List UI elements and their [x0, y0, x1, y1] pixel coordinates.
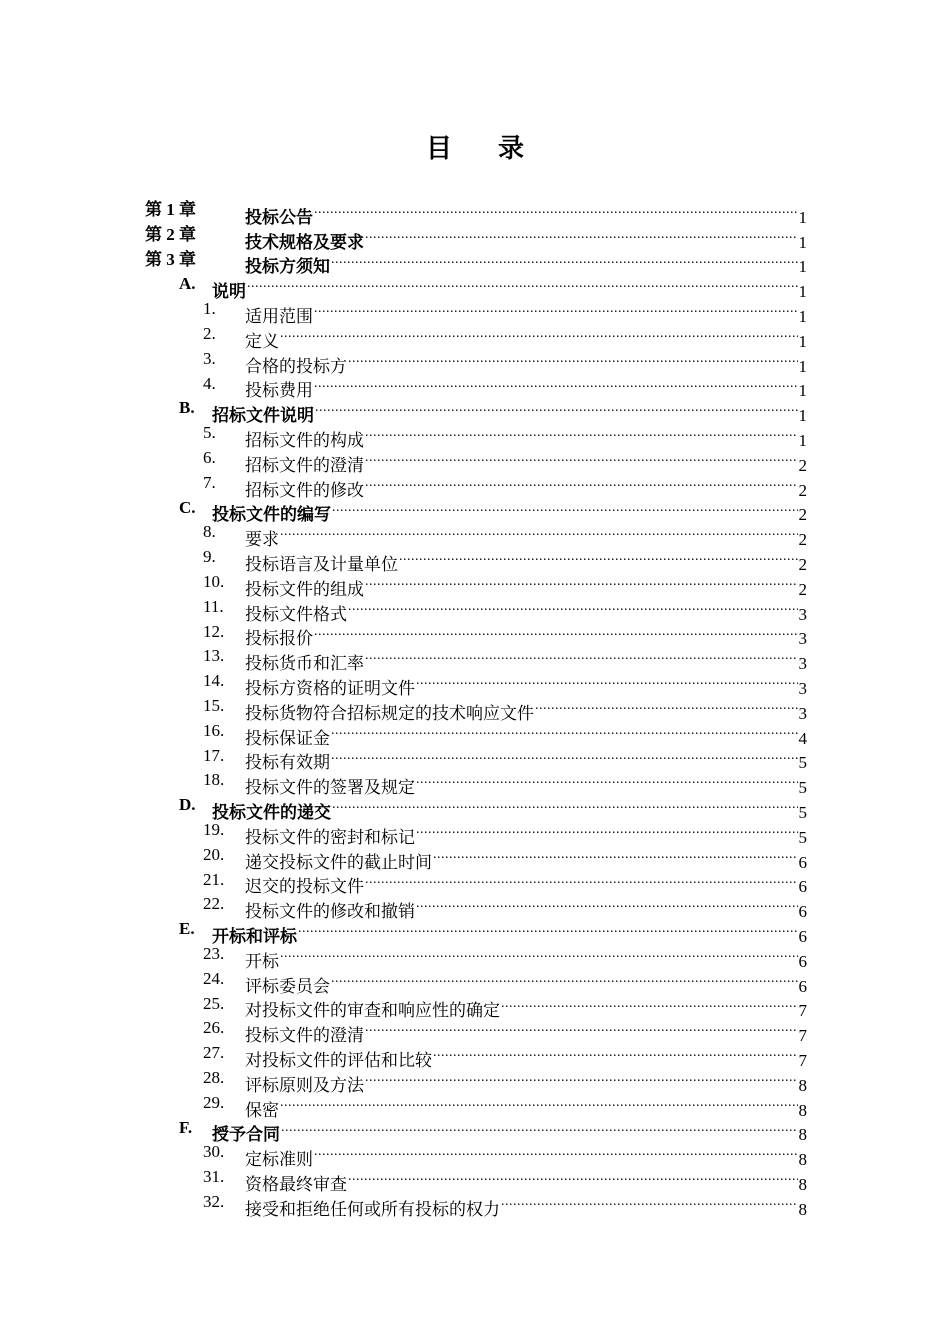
toc-entry[interactable] — [0, 1140, 950, 1170]
toc-entry-number: 32. — [203, 1192, 225, 1211]
dot-leader — [365, 446, 798, 471]
toc-entry-page-number: 5 — [798, 827, 807, 847]
toc-entry-title: 投标费用 — [245, 381, 313, 401]
toc-entry[interactable] — [0, 297, 950, 326]
toc-entry-number: 24. — [203, 968, 225, 988]
toc-entry-page-number: 1 — [798, 232, 807, 252]
toc-entry-number: 1. — [203, 299, 216, 319]
dot-leader — [314, 198, 798, 223]
toc-entry-page-number: 1 — [798, 257, 807, 277]
toc-entry-title: 定标准则 — [245, 1150, 313, 1170]
toc-entry-number: 25. — [203, 993, 225, 1013]
toc-entry-number: 18. — [203, 770, 225, 790]
toc-entry[interactable] — [0, 496, 950, 525]
toc-entry-number: B. — [179, 398, 195, 418]
toc-entry-number: 21. — [203, 869, 225, 889]
toc-entry-page-number: 6 — [798, 877, 807, 897]
dot-leader — [314, 1140, 798, 1165]
toc-entry-page-number: 7 — [798, 1001, 807, 1021]
toc-entry-number: 20. — [203, 844, 225, 864]
toc-entry-number: C. — [179, 497, 196, 517]
dot-leader — [416, 892, 798, 917]
dot-leader — [501, 1190, 798, 1215]
toc-entry-number: 2. — [203, 324, 216, 343]
toc-entry-title: 投标文件的澄清 — [245, 1026, 364, 1046]
toc-entry-page-number: 8 — [798, 1174, 807, 1194]
toc-entry-title: 保密 — [245, 1100, 279, 1120]
toc-entry[interactable] — [0, 967, 950, 996]
toc-entry-title: 迟交的投标文件 — [245, 877, 364, 897]
toc-entry-page-number: 1 — [798, 406, 807, 426]
toc-entry[interactable] — [0, 843, 950, 872]
toc-entry-number: E. — [179, 919, 195, 939]
toc-entry-number: F. — [179, 1117, 193, 1137]
toc-entry[interactable] — [0, 892, 950, 922]
toc-entry-number: 11. — [203, 596, 224, 616]
toc-entry[interactable] — [0, 396, 950, 426]
toc-entry-page-number: 1 — [798, 331, 807, 351]
toc-entry-page-number: 7 — [798, 1050, 807, 1070]
dot-leader — [332, 496, 798, 521]
dot-leader — [348, 347, 798, 372]
dot-leader — [247, 272, 798, 297]
dot-leader — [314, 297, 798, 322]
toc-entry-title: 投标有效期 — [245, 753, 330, 773]
toc-entry-number: 4. — [203, 373, 216, 393]
toc-entry-title: 投标文件格式 — [245, 604, 347, 624]
toc-entry-title: 投标报价 — [245, 629, 313, 649]
toc-entry-title: 适用范围 — [245, 306, 313, 326]
toc-entry-title: 投标方资格的证明文件 — [245, 678, 415, 698]
toc-entry-page-number: 6 — [798, 926, 807, 946]
toc-entry-number: 31. — [203, 1167, 225, 1187]
toc-entry-page-number: 2 — [798, 530, 807, 550]
toc-entry-number: 23. — [203, 944, 225, 963]
toc-entry-number: 9. — [203, 547, 216, 567]
dot-leader — [332, 793, 798, 818]
toc-entry[interactable] — [0, 545, 950, 574]
toc-entry-number: 13. — [203, 646, 225, 666]
toc-entry-title: 投标语言及计量单位 — [245, 554, 398, 574]
dot-leader — [281, 1116, 798, 1141]
toc-entry-page-number: 1 — [798, 356, 807, 376]
dot-leader — [365, 868, 798, 893]
toc-entry-page-number: 8 — [798, 1125, 807, 1145]
toc-entry[interactable] — [0, 421, 950, 450]
toc-entry-number: 28. — [203, 1068, 225, 1087]
toc-entry-page-number: 2 — [798, 505, 807, 525]
toc-entry-title: 定义 — [245, 331, 279, 351]
toc-entry-number: 17. — [203, 745, 225, 765]
dot-leader — [331, 967, 798, 992]
toc-entry[interactable] — [0, 719, 950, 748]
dot-leader — [365, 644, 798, 669]
toc-entry-title: 授予合同 — [212, 1125, 280, 1145]
dot-leader — [365, 471, 798, 496]
toc-entry-number: 第 3 章 — [145, 249, 196, 269]
toc-entry[interactable] — [0, 248, 950, 277]
dot-leader — [365, 223, 798, 248]
toc-entry-title: 资格最终审查 — [245, 1174, 347, 1194]
toc-entry-title: 投标文件的递交 — [212, 802, 331, 822]
page-title — [0, 128, 950, 165]
dot-leader — [280, 1091, 798, 1116]
toc-entry-title: 投标文件的编写 — [212, 505, 331, 525]
toc-entry-title: 要求 — [245, 530, 279, 550]
toc-entry-title: 递交投标文件的截止时间 — [245, 852, 432, 872]
dot-leader — [365, 421, 798, 446]
toc-entry-title: 对投标文件的评估和比较 — [245, 1050, 432, 1070]
toc-entry-page-number: 8 — [798, 1199, 807, 1219]
toc-entry[interactable] — [0, 198, 950, 227]
toc-entry-number: 15. — [203, 696, 225, 715]
toc-entry-page-number: 1 — [798, 282, 807, 302]
toc-entry-line — [245, 1190, 807, 1223]
toc-entry[interactable] — [0, 1165, 950, 1194]
toc-entry[interactable] — [0, 1066, 950, 1095]
dot-leader — [416, 768, 798, 793]
dot-leader — [365, 1066, 798, 1091]
toc-entry[interactable] — [0, 372, 950, 401]
toc-entry-page-number: 5 — [798, 753, 807, 773]
toc-entry[interactable] — [0, 644, 950, 674]
page-title-char-2: 录 — [498, 134, 525, 163]
dot-leader — [314, 372, 798, 397]
dot-leader — [280, 520, 798, 545]
toc-entry-page-number: 8 — [798, 1075, 807, 1095]
toc-entry-title: 投标文件的签署及规定 — [245, 778, 415, 798]
dot-leader — [433, 843, 798, 868]
toc-entry-title: 招标文件的澄清 — [245, 455, 364, 475]
toc-entry-number: 第 2 章 — [145, 224, 196, 244]
page-title-char-1: 目 — [425, 134, 452, 163]
toc-entry[interactable] — [0, 570, 950, 599]
toc-entry-number: 5. — [203, 423, 216, 443]
toc-entry-title: 投标文件的修改和撤销 — [245, 902, 415, 922]
toc-entry[interactable] — [0, 446, 950, 475]
toc-entry-title: 开标和评标 — [212, 926, 297, 946]
dot-leader — [416, 669, 798, 694]
toc-entry[interactable] — [0, 992, 950, 1021]
toc-entry-page-number: 1 — [798, 306, 807, 326]
dot-leader — [399, 545, 798, 570]
dot-leader — [416, 818, 798, 843]
toc-entry[interactable] — [0, 223, 950, 252]
toc-entry-title: 开标 — [245, 951, 279, 971]
toc-entry-title: 招标文件的修改 — [245, 480, 364, 500]
dot-leader — [365, 1016, 798, 1041]
toc-entry-page-number: 2 — [798, 554, 807, 574]
toc-entry-page-number: 5 — [798, 802, 807, 822]
dot-leader — [331, 719, 798, 744]
dot-leader — [331, 248, 798, 273]
dot-leader — [280, 322, 798, 347]
toc-entry-number: 10. — [203, 572, 225, 591]
toc-entry[interactable] — [0, 868, 950, 897]
toc-entry-title: 投标货物符合招标规定的技术响应文件 — [245, 703, 534, 723]
dot-leader — [348, 595, 798, 620]
toc-entry-number: 7. — [203, 472, 216, 492]
toc-entry-page-number: 3 — [798, 703, 807, 723]
toc-entry-page-number: 8 — [798, 1100, 807, 1120]
toc-entry-number: 22. — [203, 894, 225, 914]
toc-entry-page-number: 6 — [798, 976, 807, 996]
toc-entry[interactable] — [0, 917, 950, 946]
toc-entry-page-number: 7 — [798, 1026, 807, 1046]
toc-entry-title: 投标方须知 — [245, 257, 330, 277]
dot-leader — [433, 1041, 798, 1066]
toc-entry-title: 招标文件的构成 — [245, 430, 364, 450]
toc-entry[interactable] — [0, 1016, 950, 1046]
toc-entry-title: 投标保证金 — [245, 728, 330, 748]
toc-entry-title: 投标文件的密封和标记 — [245, 827, 415, 847]
toc-entry[interactable] — [0, 669, 950, 698]
toc-entry-page-number: 6 — [798, 852, 807, 872]
dot-leader — [298, 917, 798, 942]
toc-entry[interactable] — [0, 744, 950, 773]
toc-entry[interactable] — [0, 942, 950, 971]
dot-leader — [348, 1165, 798, 1190]
toc-entry-page-number: 3 — [798, 629, 807, 649]
toc-entry-title: 投标公告 — [245, 207, 313, 227]
dot-leader — [314, 620, 798, 645]
toc-entry[interactable] — [0, 1116, 950, 1145]
toc-entry-title: 投标货币和汇率 — [245, 654, 364, 674]
toc-entry[interactable] — [0, 1190, 950, 1219]
toc-entry-number: 12. — [203, 621, 225, 641]
toc-entry[interactable] — [0, 694, 950, 723]
toc-entry[interactable] — [0, 620, 950, 649]
toc-entry-page-number: 3 — [798, 604, 807, 624]
toc-entry-title: 说明 — [212, 282, 246, 302]
toc-entry-page-number: 6 — [798, 902, 807, 922]
toc-entry-page-number: 3 — [798, 678, 807, 698]
toc-entry-title: 合格的投标方 — [245, 356, 347, 376]
toc-entry-number: 8. — [203, 522, 216, 542]
toc-entry-title: 招标文件说明 — [212, 406, 314, 426]
toc-entry-title: 技术规格及要求 — [245, 232, 364, 252]
dot-leader — [315, 396, 798, 421]
toc-entry[interactable] — [0, 818, 950, 847]
toc-entry-number: 16. — [203, 720, 225, 740]
toc-entry-number: 3. — [203, 348, 216, 368]
toc-entry-number: 19. — [203, 820, 225, 839]
toc-entry[interactable] — [0, 1041, 950, 1070]
toc-entry-title: 评标原则及方法 — [245, 1075, 364, 1095]
dot-leader — [365, 570, 798, 595]
toc-entry-number: A. — [179, 274, 196, 294]
toc-entry-page-number: 6 — [798, 951, 807, 971]
dot-leader — [331, 744, 798, 769]
toc-entry-page-number: 4 — [798, 728, 807, 748]
toc-entry-page-number: 2 — [798, 480, 807, 500]
toc-entry-page-number: 1 — [798, 430, 807, 450]
toc-entry-number: 29. — [203, 1092, 225, 1112]
toc-entry-page-number: 2 — [798, 579, 807, 599]
dot-leader — [280, 942, 798, 967]
toc-entry-number: D. — [179, 795, 196, 815]
dot-leader — [501, 992, 798, 1017]
toc-entry-page-number: 3 — [798, 654, 807, 674]
toc-entry[interactable] — [0, 322, 950, 351]
toc-entry-number: 6. — [203, 448, 216, 467]
toc-entry[interactable] — [0, 272, 950, 302]
toc-entry-page-number: 8 — [798, 1150, 807, 1170]
toc-entry-page-number: 1 — [798, 381, 807, 401]
dot-leader — [535, 694, 798, 719]
toc-entry-title: 投标文件的组成 — [245, 579, 364, 599]
toc-entry[interactable] — [0, 1091, 950, 1120]
toc-entry-number: 30. — [203, 1142, 225, 1162]
toc-entry-title: 评标委员会 — [245, 976, 330, 996]
toc-entry-number: 14. — [203, 671, 225, 691]
toc-entry[interactable] — [0, 471, 950, 500]
toc-entry-page-number: 5 — [798, 778, 807, 798]
toc-entry-number: 27. — [203, 1043, 225, 1063]
toc-entry-number: 第 1 章 — [145, 200, 196, 219]
toc-entry[interactable] — [0, 595, 950, 624]
toc-entry-number: 26. — [203, 1018, 225, 1038]
toc-entry[interactable] — [0, 520, 950, 550]
toc-entry-title: 接受和拒绝任何或所有投标的权力 — [245, 1199, 500, 1219]
toc-entry[interactable] — [0, 347, 950, 376]
toc-entry[interactable] — [0, 768, 950, 798]
toc-entry-page-number: 1 — [798, 207, 807, 227]
toc-entry-page-number: 2 — [798, 455, 807, 475]
toc-entry-title: 对投标文件的审查和响应性的确定 — [245, 1001, 500, 1021]
toc-entry[interactable] — [0, 793, 950, 822]
